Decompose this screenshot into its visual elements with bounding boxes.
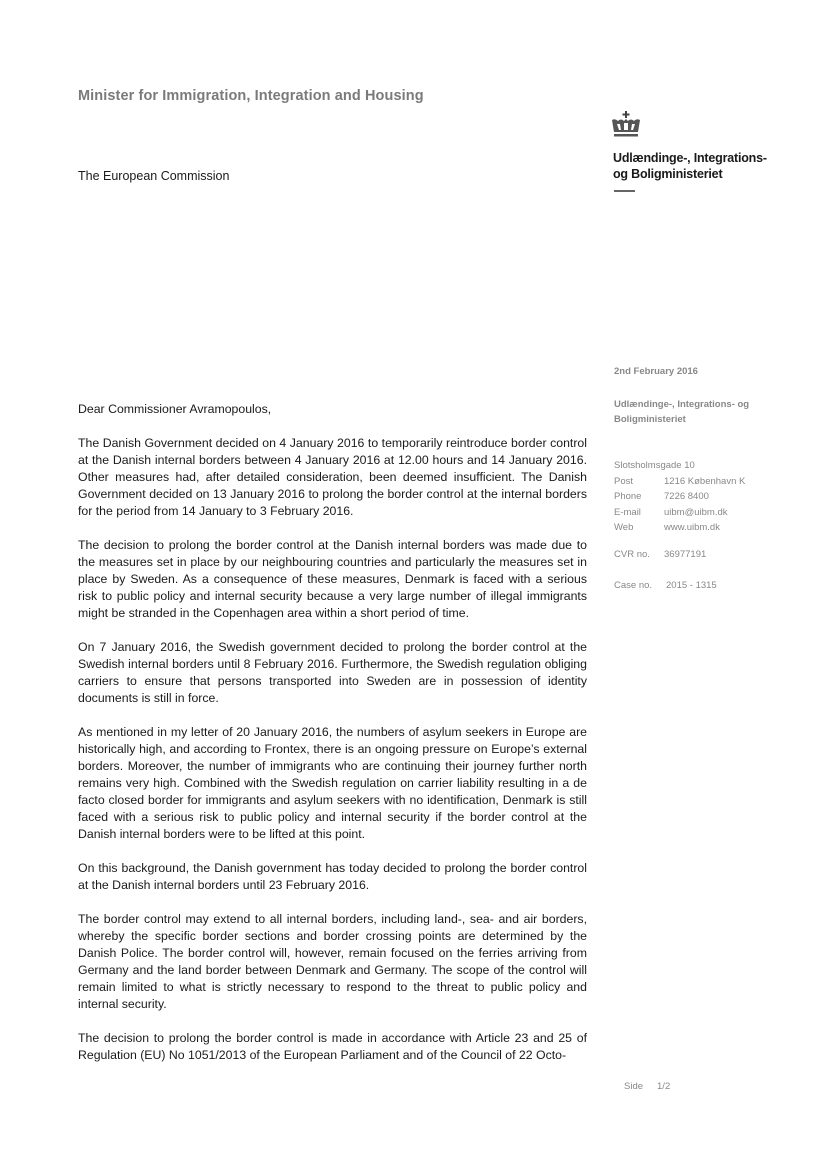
letter-body [78,401,587,1081]
sender-block [614,397,749,427]
page-number [624,1081,670,1092]
contact-label: E-mail [614,506,641,518]
paragraph: The decision to prolong the border control at the Danish internal borders was made due to the measures set in place by our neighbouring countries and particularly the measures set in place by Sweden. As a consequence of these measures, Denmark is faced with a serious risk to public policy and internal security because a very large number of illegal immigrants might be stranded in the Copenhagen area within a short period of time. [78,538,587,620]
paragraph: The Danish Government decided on 4 January 2016 to temporarily reintroduce border control at the Danish internal borders between 4 January 2016 at 12.00 hours and 14 January 2016. Other measures had, after detailed consideration, been deemed insufficient. The Danish Government decided on 13 January 2016 to prolong the border control at the internal borders for the period from 14 January to 3 February 2016. [78,436,587,518]
cvr-label: CVR no. [614,549,650,560]
case-value: 2015 - 1315 [666,580,717,591]
paragraph: As mentioned in my letter of 20 January 2016, the numbers of asylum seekers in Europe are historically high, and according to Frontex, there is an ongoing pressure on Europe’s external borders. Moreover, the number of immigrants who are continuing their journey further north remains very high. Combined with the Swedish regulation on carrier liability resulting in a de facto closed border for immigrants and asylum seekers with no identification, Denmark is still faced with a serious risk to public policy and internal security if the border control at the Danish internal borders were to be lifted at this point. [78,725,587,841]
cvr-number [614,549,706,560]
ministry-name-line1: Udlændinge-, Integrations- [613,151,767,165]
contact-row-web [614,520,745,536]
paragraph: On 7 January 2016, the Swedish government decided to prolong the border control at the Swedish internal borders until 8 February 2016. Furthermore, the Swedish regulation obliging carriers to ensure that persons transported into Sweden are in possession of identity documents is still in force. [78,640,587,705]
sender-line1: Udlændinge-, Integrations- og [614,399,750,410]
salutation: Dear Commissioner Avramopoulos, [78,402,272,416]
page-value: 1/2 [657,1081,671,1092]
web-link[interactable]: www.uibm.dk [664,522,720,533]
case-number [614,580,717,591]
contact-row-phone [614,489,745,505]
letter-date: 2nd February 2016 [614,366,698,377]
contact-label: Post [614,475,634,487]
crown-icon [610,111,642,139]
paragraph: On this background, the Danish government has today decided to prolong the border control at the Danish internal borders until 23 February 2016. [78,861,587,892]
ministry-name [613,150,767,182]
paragraph: The border control may extend to all internal borders, including land-, sea- and air borders, whereby the specific border sections and border crossing points are determined by the Danish Police. The border control will, however, remain focused on the ferries arriving from Germany and the land border between Denmark and Germany. The scope of the control will remain limited to what is strictly necessary to respond to the threat to public policy and internal security. [78,912,587,1011]
contact-row-email [614,505,745,521]
contact-value: 7226 8400 [664,491,709,502]
contact-block [614,458,745,536]
paragraph: The decision to prolong the border control is made in accordance with Article 23 and 25 of Regulation (EU) No 1051/2013 of the European Parliament and of the Council of 22 Octo- [78,1031,587,1062]
page-label: Side [624,1081,644,1092]
contact-label: Web [614,522,634,533]
contact-row-post [614,474,745,490]
minister-title: Minister for Immigration, Integration and Housing [78,88,424,104]
logo-divider [614,190,635,192]
cvr-value: 36977191 [664,549,707,560]
case-label: Case no. [614,580,653,591]
contact-label: Phone [614,491,642,502]
sender-line2: Boligministeriet [614,414,686,425]
ministry-name-line2: og Boligministeriet [613,167,723,181]
contact-value: 1216 København K [664,475,746,487]
email-link[interactable]: uibm@uibm.dk [664,506,728,518]
recipient: The European Commission [78,169,230,183]
street-address: Slotsholmsgade 10 [614,460,695,471]
